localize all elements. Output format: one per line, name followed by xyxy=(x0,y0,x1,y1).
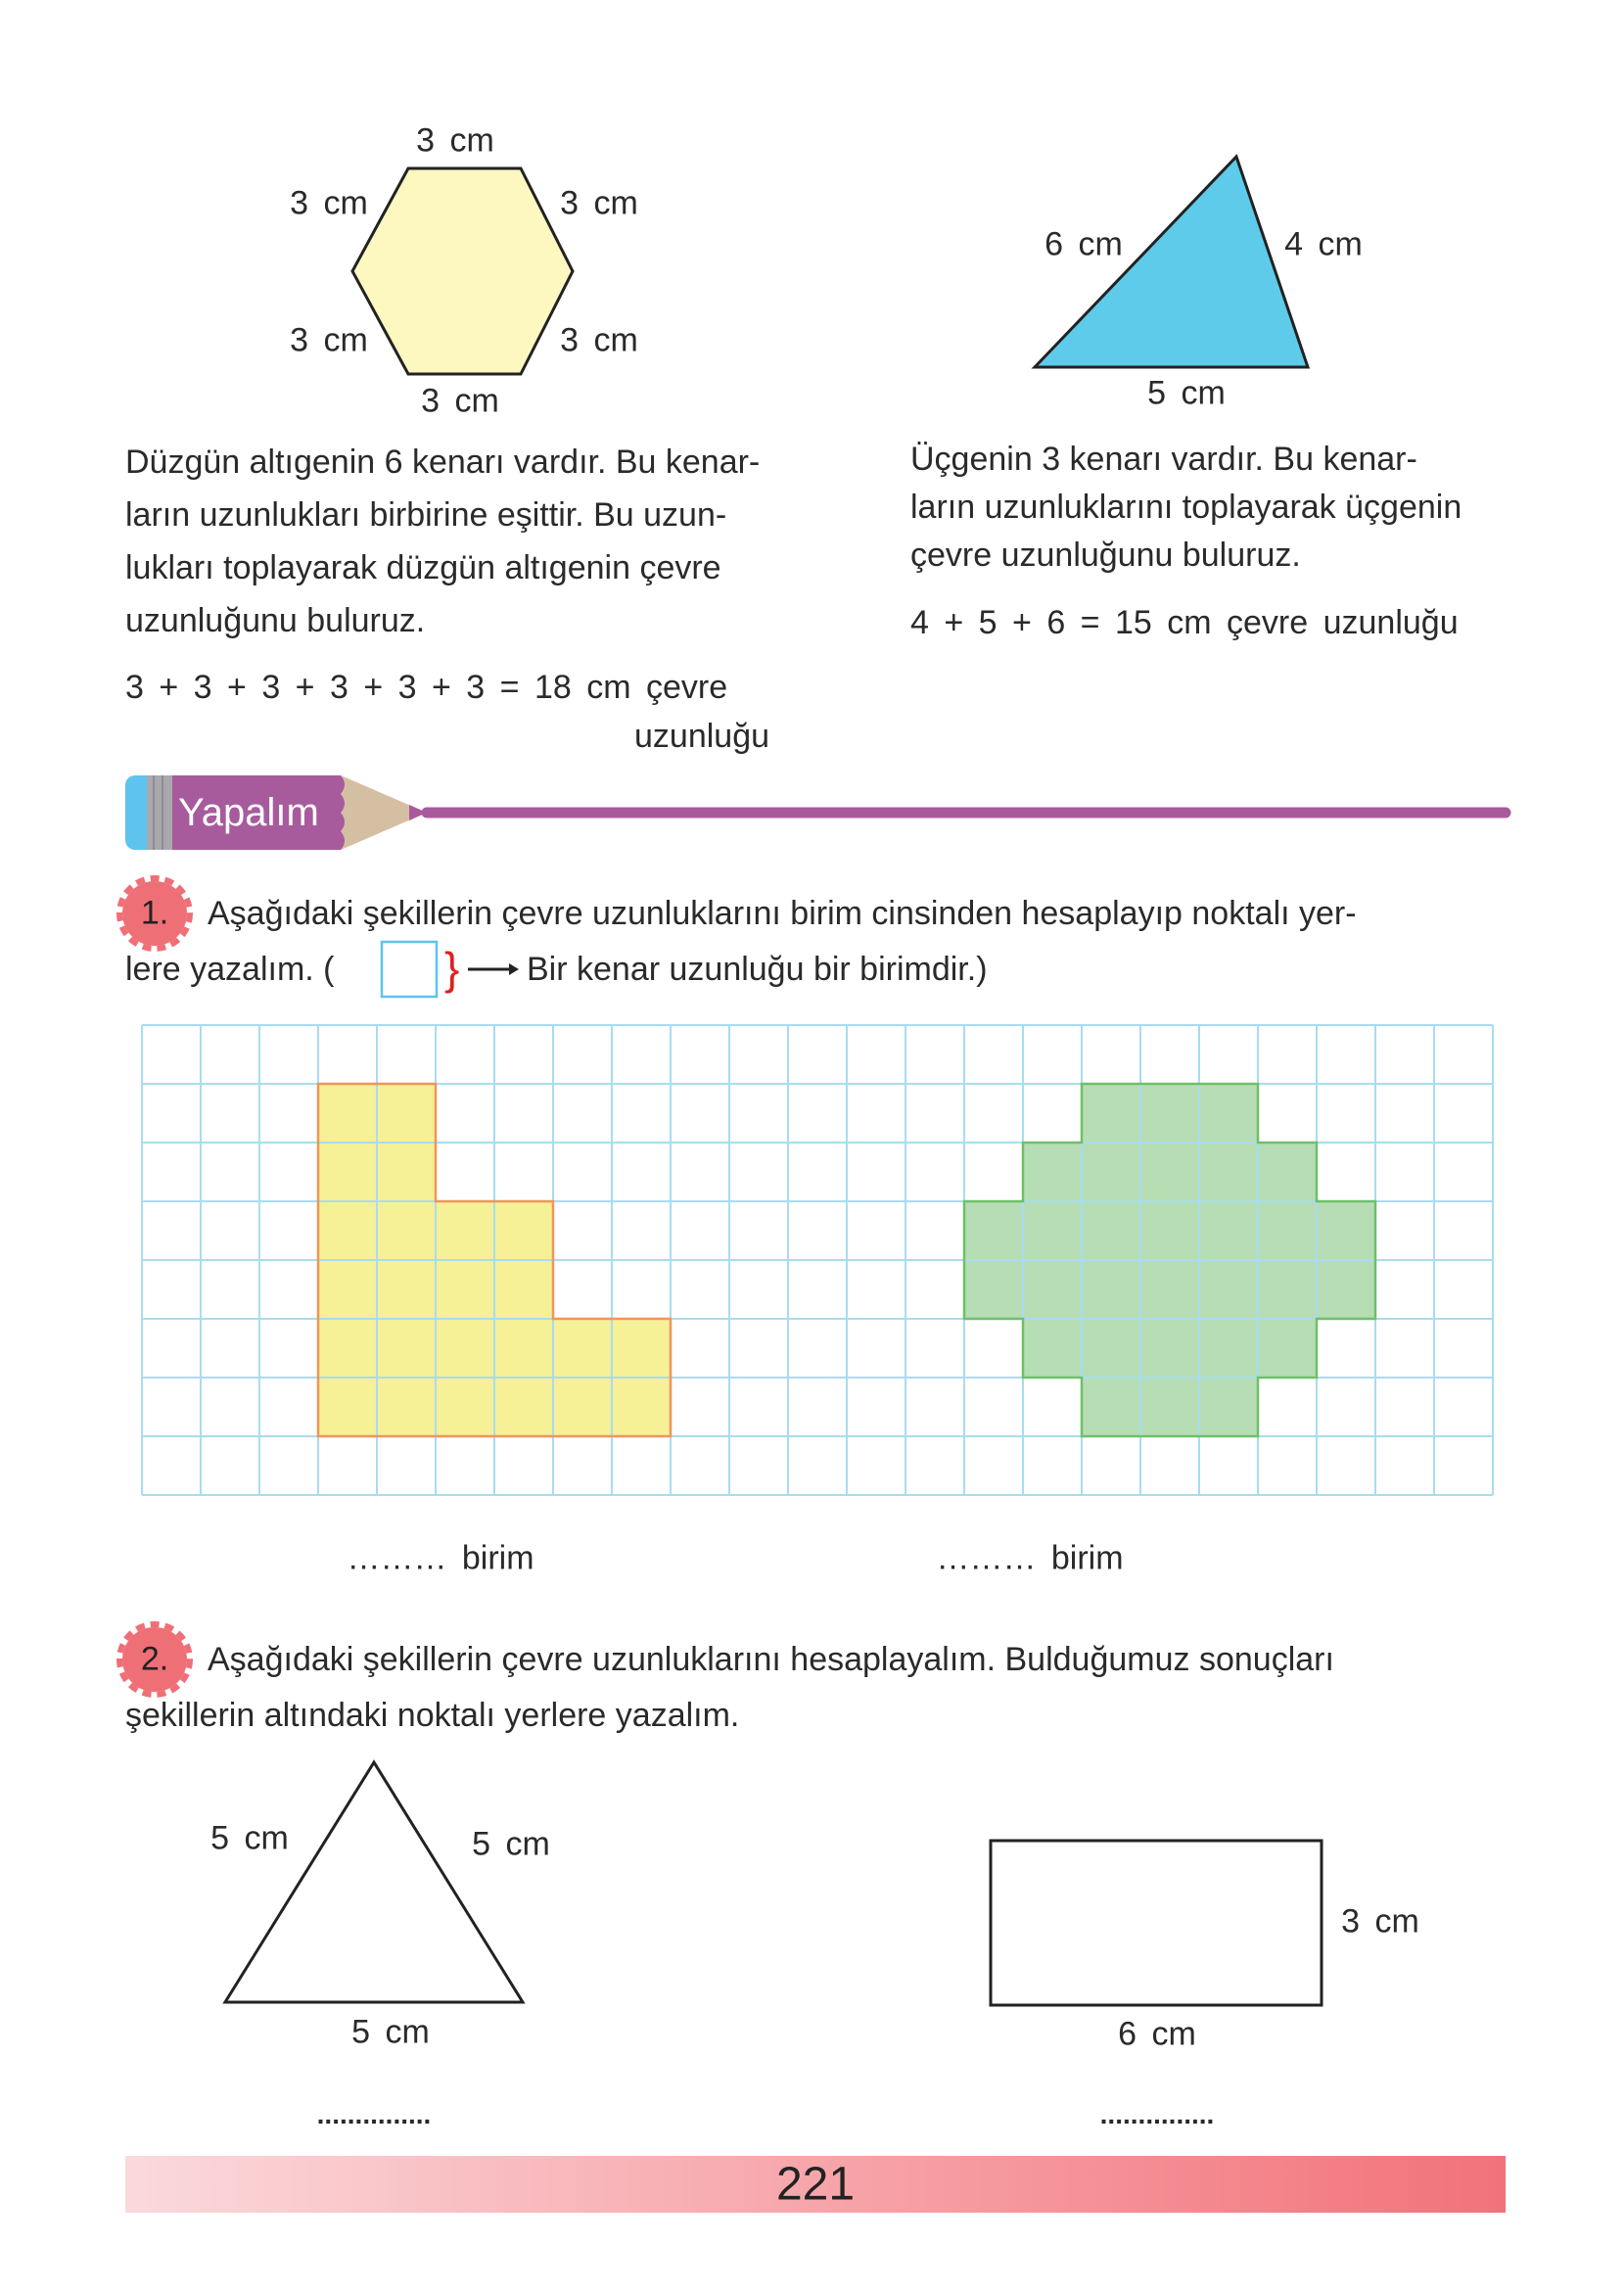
hexagon-equation: 3 + 3 + 3 + 3 + 3 + 3 = 18 cm çevre xyxy=(125,669,728,706)
l-shape-cell xyxy=(318,1201,377,1260)
l-shape-cell xyxy=(318,1260,377,1319)
cross-shape-cell xyxy=(964,1260,1023,1319)
l-shape-cell xyxy=(377,1378,436,1436)
cross-shape-cell xyxy=(1199,1084,1258,1143)
cross-shape-cell xyxy=(1082,1201,1140,1260)
hexagon-side-label: 3 cm xyxy=(560,321,638,359)
triangle-explanation xyxy=(910,436,1506,580)
l-shape-cell xyxy=(377,1084,436,1143)
question-1-line2-pre: lere yazalım. ( xyxy=(125,951,335,988)
l-shape-cell xyxy=(494,1319,553,1378)
cross-shape-cell xyxy=(1023,1319,1082,1378)
l-shape-cell xyxy=(318,1378,377,1436)
l-shape-cell xyxy=(494,1260,553,1319)
cross-shape-cell xyxy=(1199,1260,1258,1319)
cross-shape-cell xyxy=(1140,1260,1199,1319)
cross-shape-cell xyxy=(1082,1143,1140,1201)
cross-shape-cell xyxy=(1023,1260,1082,1319)
l-shape-cell xyxy=(436,1378,494,1436)
question-1-line1: Aşağıdaki şekillerin çevre uzunluklarını birim cinsinden hesaplayıp noktalı yer- xyxy=(208,895,1357,932)
square-grid xyxy=(142,1025,1493,1495)
triangle-side-label: 5 cm xyxy=(351,2013,430,2051)
cross-shape-cell xyxy=(1258,1143,1317,1201)
l-shape-cell xyxy=(553,1378,612,1436)
cross-shape-cell xyxy=(1199,1319,1258,1378)
l-shape-cell xyxy=(494,1201,553,1260)
triangle-side-label: 4 cm xyxy=(1284,225,1363,263)
l-shape-cell xyxy=(553,1319,612,1378)
cross-shape-cell xyxy=(1082,1084,1140,1143)
l-shape-cell xyxy=(318,1143,377,1201)
hexagon-side-label: 3 cm xyxy=(290,321,368,359)
l-shape-cell xyxy=(318,1084,377,1143)
cross-shape-cell xyxy=(1199,1201,1258,1260)
cross-shape-cell xyxy=(964,1201,1023,1260)
l-shape-cell xyxy=(612,1319,671,1378)
hexagon-side-label: 3 cm xyxy=(560,184,638,222)
cross-shape-cell xyxy=(1140,1201,1199,1260)
question-2-line1: Aşağıdaki şekillerin çevre uzunluklarını hesaplayalım. Bulduğumuz sonuçları xyxy=(208,1641,1334,1678)
answer-blank[interactable]: ……… birim xyxy=(347,1539,534,1577)
cross-shape-cell xyxy=(1140,1143,1199,1201)
text-line: Üçgenin 3 kenarı vardır. Bu kenar- xyxy=(910,441,1417,478)
cross-shape-cell xyxy=(1317,1201,1375,1260)
cross-shape-cell xyxy=(1082,1260,1140,1319)
page-number: 221 xyxy=(775,2158,856,2211)
cross-shape-cell xyxy=(1199,1143,1258,1201)
rectangle-side-label: 6 cm xyxy=(1118,2015,1196,2053)
cross-shape-cell xyxy=(1082,1378,1140,1436)
page-footer-bar xyxy=(125,2156,1506,2213)
text-line: ların uzunluklarını toplayarak üçgenin xyxy=(910,489,1462,526)
l-shape-cell xyxy=(377,1143,436,1201)
cross-shape-cell xyxy=(1023,1143,1082,1201)
text-line: Düzgün altıgenin 6 kenarı vardır. Bu kenar- xyxy=(125,444,761,481)
l-shape-cell xyxy=(436,1260,494,1319)
cross-shape-cell xyxy=(1140,1378,1199,1436)
text-line: lukları toplayarak düzgün altıgenin çevre xyxy=(125,549,721,586)
hexagon-shape xyxy=(352,168,573,374)
rectangle-side-label: 3 cm xyxy=(1341,1902,1419,1940)
l-shape-cell xyxy=(436,1319,494,1378)
question-number: 2. xyxy=(140,1640,169,1678)
l-shape-cell xyxy=(436,1201,494,1260)
triangle-side-label: 5 cm xyxy=(210,1819,289,1857)
question-1-line2-post: Bir kenar uzunluğu bir birimdir.) xyxy=(527,951,988,988)
l-shape-cell xyxy=(494,1378,553,1436)
cross-shape-cell xyxy=(1082,1319,1140,1378)
cross-shape-cell xyxy=(1258,1319,1317,1378)
triangle-side-label: 6 cm xyxy=(1044,225,1123,263)
yapalim-pencil-banner xyxy=(125,775,1506,850)
hexagon-explanation xyxy=(125,436,817,647)
hexagon-equation-cont: uzunluğu xyxy=(634,718,770,755)
answer-blank[interactable]: ............... xyxy=(316,2099,432,2129)
text-line: çevre uzunluğunu buluruz. xyxy=(910,537,1301,574)
hexagon-side-label: 3 cm xyxy=(421,382,499,420)
cross-shape-cell xyxy=(1317,1260,1375,1319)
equilateral-triangle-shape xyxy=(225,1762,523,2002)
unit-square-icon xyxy=(382,942,437,997)
text-line: uzunluğunu buluruz. xyxy=(125,602,426,639)
triangle-side-label: 5 cm xyxy=(472,1825,550,1863)
l-shape-cell xyxy=(377,1319,436,1378)
cross-shape-cell xyxy=(1258,1260,1317,1319)
l-shape-cell xyxy=(318,1319,377,1378)
cross-shape-cell xyxy=(1140,1319,1199,1378)
l-shape-cell xyxy=(377,1260,436,1319)
cross-shape-cell xyxy=(1258,1201,1317,1260)
question-2-line2: şekillerin altındaki noktalı yerlere yazalım. xyxy=(125,1697,740,1734)
l-shape-cell xyxy=(612,1378,671,1436)
answer-blank[interactable]: ……… birim xyxy=(936,1539,1124,1577)
text-line: ların uzunlukları birbirine eşittir. Bu uzun- xyxy=(125,496,727,534)
brace-icon: } xyxy=(444,943,460,994)
section-title: Yapalım xyxy=(178,791,319,834)
cross-shape-cell xyxy=(1199,1378,1258,1436)
triangle-equation: 4 + 5 + 6 = 15 cm çevre uzunluğu xyxy=(910,604,1459,641)
arrow-icon xyxy=(468,963,519,975)
hexagon-side-label: 3 cm xyxy=(290,184,368,222)
question-number: 1. xyxy=(140,894,169,932)
l-shape-cell xyxy=(377,1201,436,1260)
triangle-side-label: 5 cm xyxy=(1147,374,1226,412)
cross-shape-cell xyxy=(1023,1201,1082,1260)
cross-shape-cell xyxy=(1140,1084,1199,1143)
hexagon-side-label: 3 cm xyxy=(416,121,494,160)
answer-blank[interactable]: ............... xyxy=(1099,2099,1215,2129)
rectangle-shape xyxy=(991,1841,1322,2005)
